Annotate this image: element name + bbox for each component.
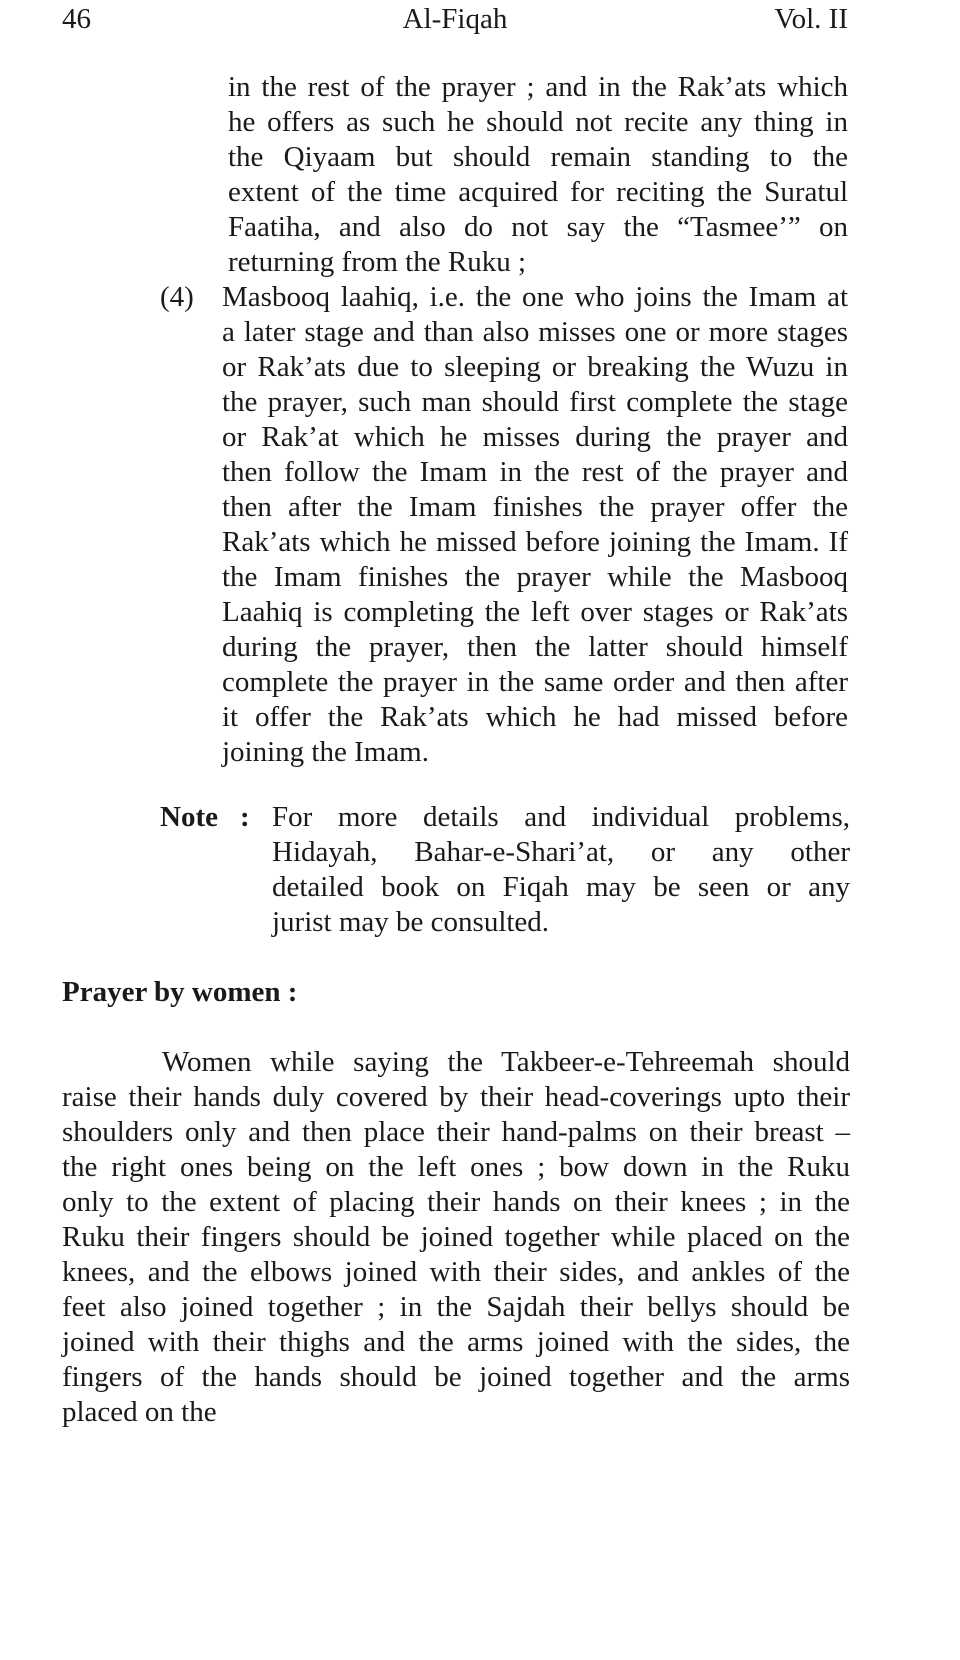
continued-item-text xyxy=(228,70,848,280)
text-line: or Rak’at which he misses during the prayer and xyxy=(222,421,848,453)
text-line: returning from the Ruku ; xyxy=(228,246,527,278)
page-header xyxy=(62,2,848,38)
text-line: Rak’ats which he missed before joining the Imam. If xyxy=(222,526,848,558)
text-line: during the prayer, then the latter should himself xyxy=(222,631,848,663)
text-line: Laahiq is completing the left over stages or Rak’ats xyxy=(222,596,848,628)
list-item-number: (4) xyxy=(160,281,194,313)
volume-label: Vol. II xyxy=(774,3,848,35)
text-line: Faatiha, and also do not say the “Tasmee’” on xyxy=(228,211,848,243)
text-line: the right ones being on the left ones ; bow down in the Ruku xyxy=(62,1151,850,1183)
text-line: complete the prayer in the same order and then after xyxy=(222,666,848,698)
text-line: joined with their thighs and the arms joined with the sides, the xyxy=(62,1326,850,1358)
text-line: feet also joined together ; in the Sajdah their bellys should be xyxy=(62,1291,850,1323)
text-line: the Imam finishes the prayer while the Masbooq xyxy=(222,561,848,593)
text-line: the prayer, such man should first complete the stage xyxy=(222,386,848,418)
text-line: only to the extent of placing their hands on their knees ; in the xyxy=(62,1186,850,1218)
text-line: jurist may be consulted. xyxy=(272,906,550,938)
note-colon: : xyxy=(240,801,250,833)
text-line: then after the Imam finishes the prayer offer the xyxy=(222,491,848,523)
section-paragraph xyxy=(62,1045,850,1430)
text-line: joining the Imam. xyxy=(222,736,429,768)
text-line: Hidayah, Bahar-e-Shari’at, or any other xyxy=(272,836,850,868)
text-line: he offers as such he should not recite any thing in xyxy=(228,106,848,138)
note-label: Note xyxy=(160,801,218,833)
text-line: it offer the Rak’ats which he had missed before xyxy=(222,701,848,733)
text-line: Women while saying the Takbeer-e-Tehreemah should xyxy=(162,1046,850,1078)
text-line: placed on the xyxy=(62,1396,217,1428)
page-number: 46 xyxy=(62,3,91,35)
running-title: Al-Fiqah xyxy=(402,3,508,35)
text-line: fingers of the hands should be joined together and the arms xyxy=(62,1361,850,1393)
text-line: detailed book on Fiqah may be seen or any xyxy=(272,871,850,903)
text-line: knees, and the elbows joined with their sides, and ankles of the xyxy=(62,1256,850,1288)
text-line: or Rak’ats due to sleeping or breaking the Wuzu in xyxy=(222,351,848,383)
text-line: then follow the Imam in the rest of the prayer and xyxy=(222,456,848,488)
text-line: Masbooq laahiq, i.e. the one who joins the Imam at xyxy=(222,281,848,313)
text-line: in the rest of the prayer ; and in the Rak’ats which xyxy=(228,71,848,103)
text-line: shoulders only and then place their hand-palms on their breast – xyxy=(62,1116,850,1148)
note-body xyxy=(272,800,850,940)
text-line: a later stage and than also misses one or more stages xyxy=(222,316,848,348)
text-line: For more details and individual problems, xyxy=(272,801,850,833)
text-line: the Qiyaam but should remain standing to the xyxy=(228,141,848,173)
text-line: Ruku their fingers should be joined together while placed on the xyxy=(62,1221,850,1253)
section-heading: Prayer by women : xyxy=(62,976,298,1008)
text-line: raise their hands duly covered by their head-coverings upto their xyxy=(62,1081,850,1113)
list-item-body xyxy=(222,280,848,770)
text-line: extent of the time acquired for reciting the Suratul xyxy=(228,176,848,208)
